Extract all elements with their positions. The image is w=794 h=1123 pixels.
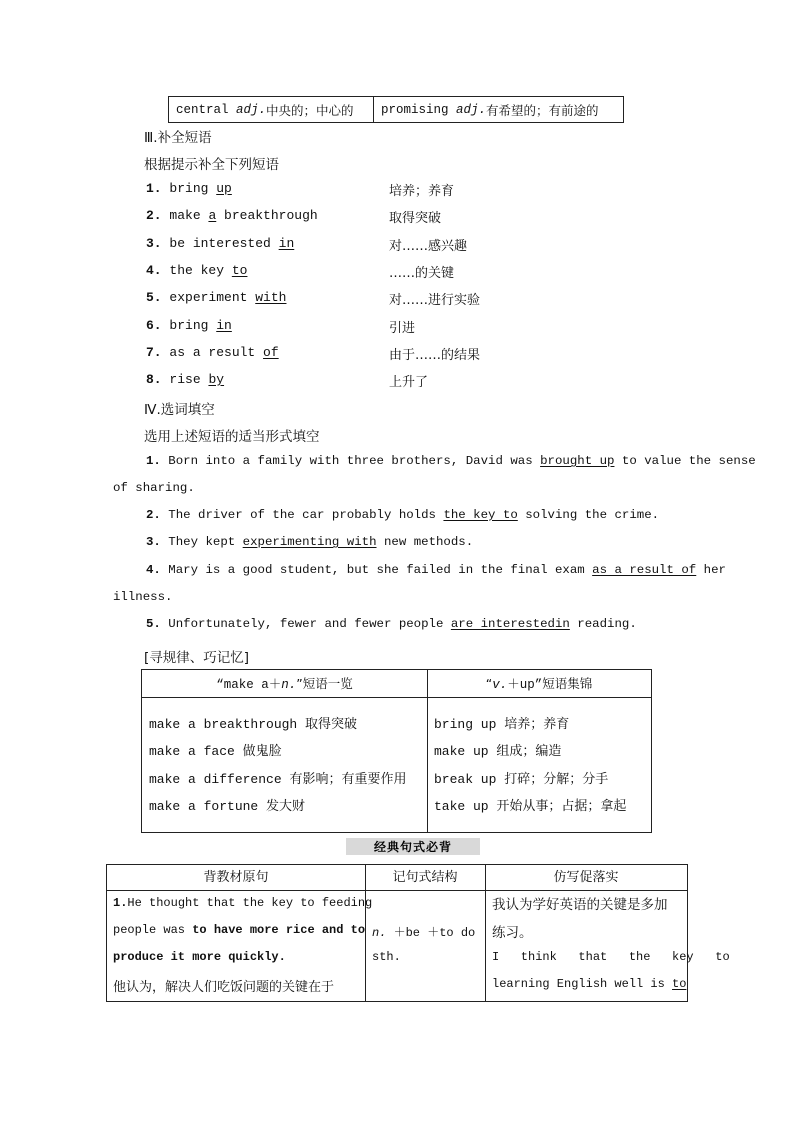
phrase-num: 3. [146, 236, 162, 251]
fill-sentence-2 [146, 508, 659, 522]
phrase-answer: by [208, 372, 225, 387]
fill-sentence-1 [146, 454, 756, 468]
vocab-meaning: 有希望的；有前途的 [486, 102, 599, 118]
header-text: “ [485, 676, 493, 691]
phrase-item [146, 181, 232, 196]
fill-sentence-1-cont: of sharing. [113, 481, 195, 495]
phrase-zh: 发大财 [266, 799, 306, 814]
phrase-en: make a breakthrough [149, 717, 306, 732]
phrase-meaning: ……的关键 [389, 266, 455, 281]
original-line-3: produce it more quickly. [113, 950, 286, 964]
original-line-2 [113, 923, 365, 937]
phrase-en: bring up [434, 717, 505, 732]
phrase-item [146, 236, 294, 251]
sentence-num: 1. [146, 454, 161, 468]
section-3-instruction: 根据提示补全下列短语 [144, 157, 279, 173]
sentence-text: new methods. [376, 535, 474, 549]
list-item [149, 768, 406, 787]
column-divider [365, 865, 366, 1001]
phrase-num: 6. [146, 318, 162, 333]
phrase-meaning: 上升了 [389, 375, 429, 390]
phrase-num: 4. [146, 263, 162, 278]
phrase-meaning: 由于……的结果 [389, 348, 481, 363]
phrase-en: make a fortune [149, 799, 267, 814]
sentence-num: 4. [146, 563, 161, 577]
phrase-answer: a [208, 208, 217, 223]
header-structure: 记句式结构 [392, 870, 458, 885]
sentence-text: They kept [160, 535, 243, 549]
phrase-answer: to [231, 263, 248, 278]
sentence-text: reading. [569, 617, 637, 631]
header-imitate: 仿写促落实 [553, 870, 619, 885]
structure-text: n. [372, 926, 387, 940]
header-text: v. [492, 678, 508, 692]
vocab-word: promising [381, 102, 457, 117]
phrase-meaning: 取得突破 [389, 211, 442, 226]
phrase-item [146, 290, 286, 305]
phrase-num: 2. [146, 208, 162, 223]
fill-sentence-3 [146, 535, 473, 549]
memory-tip-title: [寻规律、巧记忆] [144, 650, 250, 666]
phrase-en: make a face [149, 744, 243, 759]
sentence-answer: the key to [443, 508, 518, 522]
phrase-zh: 培养；养育 [504, 717, 570, 732]
phrase-zh: 有影响；有重要作用 [289, 772, 407, 787]
sentence-num: 3. [146, 535, 161, 549]
banner-title: 经典句式必背 [373, 840, 452, 854]
list-item [434, 713, 569, 732]
phrase-pre: as a result [169, 345, 264, 360]
phrase-en: make up [434, 744, 497, 759]
list-item [149, 740, 282, 759]
phrase-item [146, 318, 232, 333]
phrase-pattern-table [141, 669, 652, 833]
phrase-answer: of [263, 345, 279, 360]
header-text: “make a＋ [216, 678, 282, 692]
phrase-answer: up [216, 181, 232, 196]
header-v-up [427, 670, 651, 697]
section-4-instruction: 选用上述短语的适当形式填空 [144, 429, 320, 445]
structure-text: ＋be ＋to do [386, 926, 476, 940]
imitate-line-3: I think that the key to [492, 950, 730, 964]
phrase-num: 5. [146, 290, 162, 305]
phrase-answer: in [216, 318, 232, 333]
imitate-line-2: 练习。 [492, 925, 533, 941]
original-line-4: 他认为，解决人们吃饭问题的关键在于 [113, 980, 335, 995]
sentence-num: 2. [146, 508, 161, 522]
phrase-pre: experiment [169, 290, 256, 305]
vocab-cell-central [169, 97, 373, 122]
table-header-row [142, 670, 651, 698]
imitate-answer: to [672, 977, 687, 991]
sentence-num: 1. [113, 896, 128, 910]
vocab-pos: adj. [456, 102, 487, 117]
list-item [434, 795, 626, 814]
sentence-text: solving the crime. [517, 508, 660, 522]
phrase-item [146, 345, 279, 360]
sentence-num: 5. [146, 617, 161, 631]
phrase-pre: rise [169, 372, 209, 387]
vocab-cell-promising [373, 97, 623, 122]
fill-sentence-4-cont: illness. [113, 590, 173, 604]
phrase-item [146, 372, 224, 387]
phrase-answer: in [278, 236, 295, 251]
phrase-meaning: 引进 [389, 321, 416, 336]
header-text: n. [281, 678, 297, 692]
table-header-row [107, 865, 687, 891]
imitate-line-1: 我认为学好英语的关键是多加 [492, 897, 668, 913]
list-item [149, 795, 305, 814]
phrase-en: take up [434, 799, 497, 814]
phrase-zh: 开始从事；占据；拿起 [496, 799, 627, 814]
phrase-meaning: 对……进行实验 [389, 293, 481, 308]
sentence-text: people was [113, 923, 193, 937]
phrase-pre: bring [169, 181, 217, 196]
vocab-meaning: 中央的；中心的 [266, 102, 354, 118]
sentence-text: Born into a family with three brothers, David was [160, 454, 541, 468]
phrase-zh: 打碎；分解；分手 [504, 772, 609, 787]
sentence-key-part: to have more rice and to [192, 923, 366, 937]
list-item [434, 740, 561, 759]
phrase-meaning: 对……感兴趣 [389, 239, 468, 254]
column-divider [485, 865, 486, 1001]
sentence-answer: experimenting with [242, 535, 377, 549]
header-original: 背教材原句 [203, 870, 269, 885]
phrase-pre: bring [169, 318, 217, 333]
phrase-pre: be interested [169, 236, 279, 251]
phrase-num: 8. [146, 372, 162, 387]
sentence-answer: are interestedin [450, 617, 570, 631]
phrase-pre: make [169, 208, 209, 223]
original-line-1 [113, 896, 372, 910]
phrase-en: make a difference [149, 772, 290, 787]
sentence-answer: as a result of [592, 563, 697, 577]
vocab-pos: adj. [236, 102, 267, 117]
list-item [149, 713, 357, 732]
sentence-pattern-table [106, 864, 730, 1002]
fill-sentence-5 [146, 617, 637, 631]
structure-line-1 [372, 923, 475, 940]
fill-sentence-4 [146, 563, 726, 577]
phrase-en: break up [434, 772, 505, 787]
structure-line-2: sth. [372, 950, 401, 964]
phrase-pre: the key [169, 263, 232, 278]
phrase-meaning: 培养；养育 [389, 184, 455, 199]
imitate-text: learning English well is [492, 977, 673, 991]
sentence-text: her [696, 563, 726, 577]
phrase-answer: with [255, 290, 287, 305]
sentence-text: Unfortunately, fewer and fewer people [160, 617, 451, 631]
sentence-answer: brought up [540, 454, 615, 468]
sentence-text: The driver of the car probably holds [160, 508, 444, 522]
phrase-num: 1. [146, 181, 162, 196]
phrase-item [146, 263, 247, 278]
phrase-zh: 做鬼脸 [242, 744, 282, 759]
vocab-word: central [176, 102, 237, 117]
phrase-num: 7. [146, 345, 162, 360]
section-banner [346, 838, 480, 855]
sentence-text: He thought that the key to feeding [127, 896, 373, 910]
section-4-title: Ⅳ.选词填空 [144, 402, 215, 418]
list-item [434, 768, 608, 787]
vocab-table [168, 96, 624, 123]
section-3-title: Ⅲ.补全短语 [144, 130, 212, 146]
header-text: ＋up”短语集锦 [507, 678, 593, 692]
phrase-zh: 取得突破 [305, 717, 358, 732]
header-make-a-n [142, 670, 427, 697]
phrase-zh: 组成；编造 [496, 744, 562, 759]
header-text: ”短语一览 [296, 676, 353, 691]
phrase-post: breakthrough [216, 208, 318, 223]
column-divider [427, 670, 428, 832]
sentence-text: Mary is a good student, but she failed in the final exam [160, 563, 593, 577]
imitate-line-4 [492, 977, 686, 991]
phrase-item [146, 208, 318, 223]
sentence-text: to value the sense [614, 454, 756, 468]
